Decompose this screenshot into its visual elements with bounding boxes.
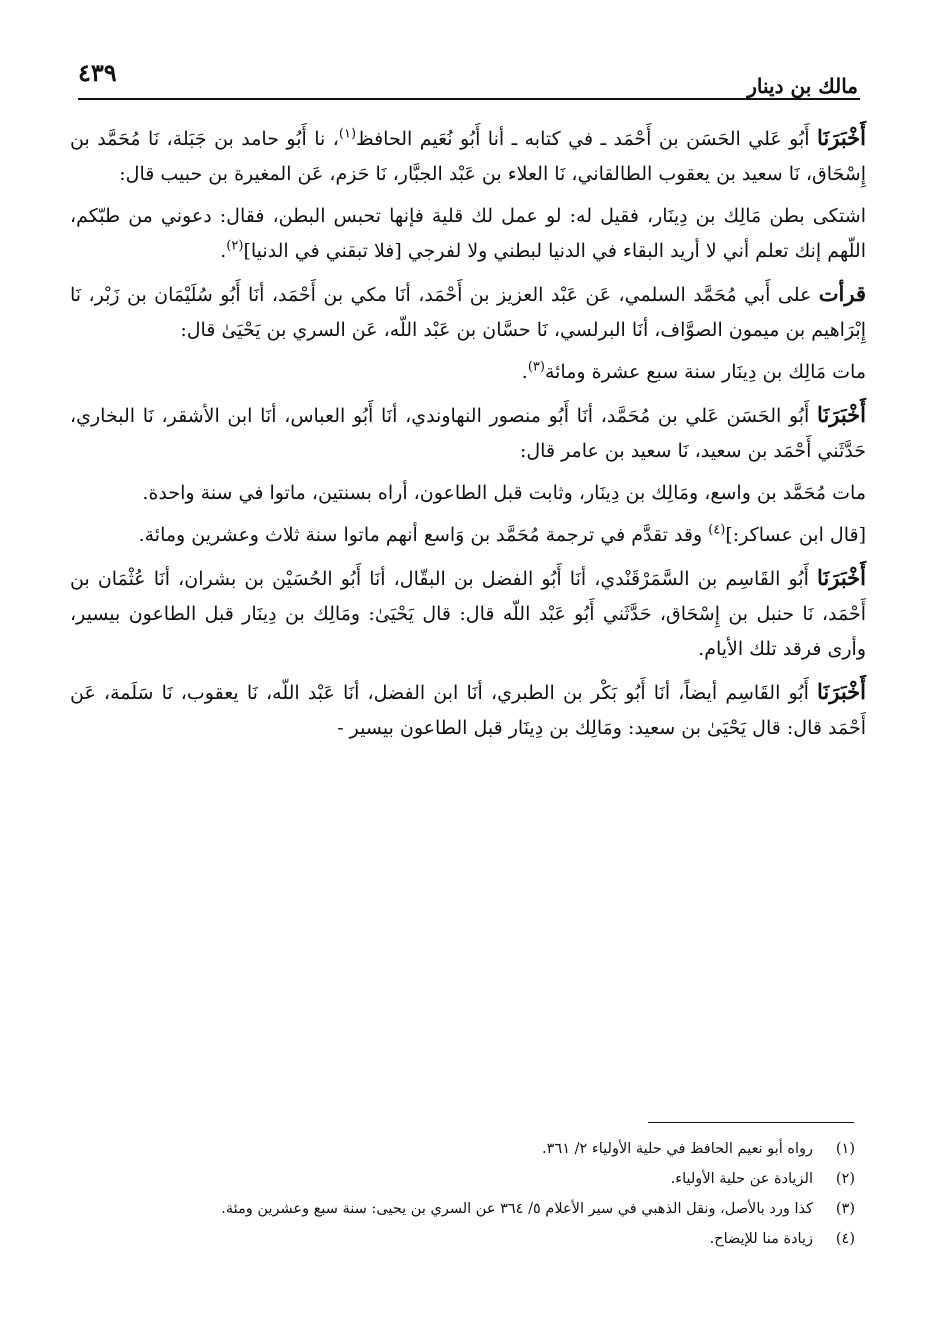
footnote-text: زيادة منا للإيضاح. xyxy=(709,1231,813,1247)
paragraph-text: [قال ابن عساكر:] xyxy=(725,524,866,546)
header-rule xyxy=(78,98,860,100)
paragraph-6 xyxy=(70,476,866,511)
paragraph-tail: . xyxy=(220,240,227,262)
paragraph-text: اشتكى بطن مَالِك بن دِينَار، فقيل له: لو عمل لك قلية فإنها تحبس البطن، فقال: دعوني من طبّكم، اللّهم إنك تعلم أني لا أريد البقاء في الدنيا لبطني ولا لفرجي [فلا تبقني في الدنيا] xyxy=(70,205,866,262)
paragraph-3 xyxy=(70,276,866,348)
page-number: ٤٣٩ xyxy=(78,58,117,87)
footnote-ref-2: (٢) xyxy=(226,238,244,254)
footnote-1 xyxy=(95,1134,855,1164)
paragraph-tail: وقد تقدَّم في ترجمة مُحَمَّد بن وَاسع أنهم ماتوا سنة ثلاث وعشرين ومائة. xyxy=(138,524,709,546)
paragraph-text: مات مَالِك بن دِينَار سنة سبع عشرة ومائة xyxy=(544,361,866,383)
main-text xyxy=(70,120,866,753)
page-header xyxy=(78,50,858,98)
paragraph-text: أَبُو القَاسِم بن السَّمَرْقَنْدي، أنَا أَبُو الفضل بن البقّال، أنَا أَبُو الحُسَيْن بن بشران، أنَا عُثْمَان بن أَحْمَد، نَا حنبل بن إِسْحَاق، حَدَّثَني أَبُو عَبْد اللّه قال: قال يَحْيَىٰ: ومَالِك بن دِينَار قبل الطاعون بيسير، وأرى فرقد تلك الأيام. xyxy=(70,568,866,660)
paragraph-8 xyxy=(70,560,866,667)
footnote-3 xyxy=(95,1194,855,1224)
paragraph-text: أَبُو عَلي الحَسَن بن أَحْمَد ـ في كتابه ـ أنا أَبُو نُعَيم الحافظ xyxy=(356,128,818,150)
footnote-number: (٣) xyxy=(835,1201,855,1217)
footnote-rule xyxy=(648,1122,854,1123)
paragraph-7 xyxy=(70,518,866,553)
paragraph-2 xyxy=(70,199,866,269)
footnote-number: (١) xyxy=(835,1141,855,1157)
footnote-ref-3: (٣) xyxy=(527,359,545,375)
footnote-number: (٢) xyxy=(835,1171,855,1187)
paragraph-text: أَبُو القَاسِم أيضاً، أنَا أَبُو بَكْر بن الطبري، أنَا ابن الفضل، أنَا عَبْد اللّه، نَا يعقوب، نَا سَلَمة، عَن أَحْمَد قال: قال يَحْيَىٰ بن سعيد: ومَالِك بن دِينَار قبل الطاعون بيسير - xyxy=(70,682,866,739)
paragraph-lead: أَخْبَرَنَا xyxy=(817,679,866,704)
footnote-2 xyxy=(95,1164,855,1194)
footnote-4 xyxy=(95,1224,855,1254)
paragraph-lead: أَخْبَرَنَا xyxy=(817,565,866,590)
footnotes xyxy=(95,1134,855,1254)
footnote-number: (٤) xyxy=(835,1231,855,1247)
paragraph-text: أَبُو الحَسَن عَلي بن مُحَمَّد، أنَا أَبُو منصور النهاوندي، أنَا أَبُو العباس، أنَا ابن الأشقر، نَا البخاري، حَدَّثَني أَحْمَد بن سعيد، نَا سعيد بن عامر قال: xyxy=(70,405,866,462)
paragraph-lead: أَخْبَرَنَا xyxy=(817,402,866,427)
paragraph-lead: قرأت xyxy=(818,281,866,306)
paragraph-5 xyxy=(70,397,866,469)
paragraph-4 xyxy=(70,355,866,390)
paragraph-tail: . xyxy=(521,361,528,383)
footnote-ref-4: (٤) xyxy=(708,522,726,538)
paragraph-lead: أَخْبَرَنَا xyxy=(817,125,866,150)
paragraph-1 xyxy=(70,120,866,192)
paragraph-text: على أَبي مُحَمَّد السلمي، عَن عَبْد العزيز بن أَحْمَد، أنَا مكي بن أَحْمَد، أنَا أَبُو سُلَيْمَان بن زَبْر، نَا إِبْرَاهيم بن ميمون الصوَّاف، أنَا البرلسي، نَا حسَّان بن عَبْد اللّه، عَن السري بن يَحْيَىٰ قال: xyxy=(70,284,866,341)
paragraph-tail: ، نا أَبُو حامد بن جَبَلة، نَا مُحَمَّد بن إِسْحَاق، نَا سعيد بن يعقوب الطالقاني، نَا العلاء بن عَبْد الجبَّار، نَا حَزم، عَن المغيرة بن حبيب قال: xyxy=(70,128,866,185)
footnote-text: الزيادة عن حلية الأولياء. xyxy=(670,1171,813,1187)
footnote-text: رواه أبو نعيم الحافظ في حلية الأولياء ٢/ ٣٦١. xyxy=(542,1141,813,1157)
footnote-ref-1: (١) xyxy=(338,126,357,142)
footnote-text: كذا ورد بالأصل، ونقل الذهبي في سير الأعلام ٥/ ٣٦٤ عن السري بن يحيى: سنة سبع وعشرين ومئة. xyxy=(221,1201,813,1217)
paragraph-9 xyxy=(70,674,866,746)
paragraph-text: مات مُحَمَّد بن واسع، ومَالِك بن دِينَار، وثابت قبل الطاعون، أراه بسنتين، ماتوا في سنة واحدة. xyxy=(142,482,866,504)
running-title: مالك بن دينار xyxy=(747,74,858,98)
